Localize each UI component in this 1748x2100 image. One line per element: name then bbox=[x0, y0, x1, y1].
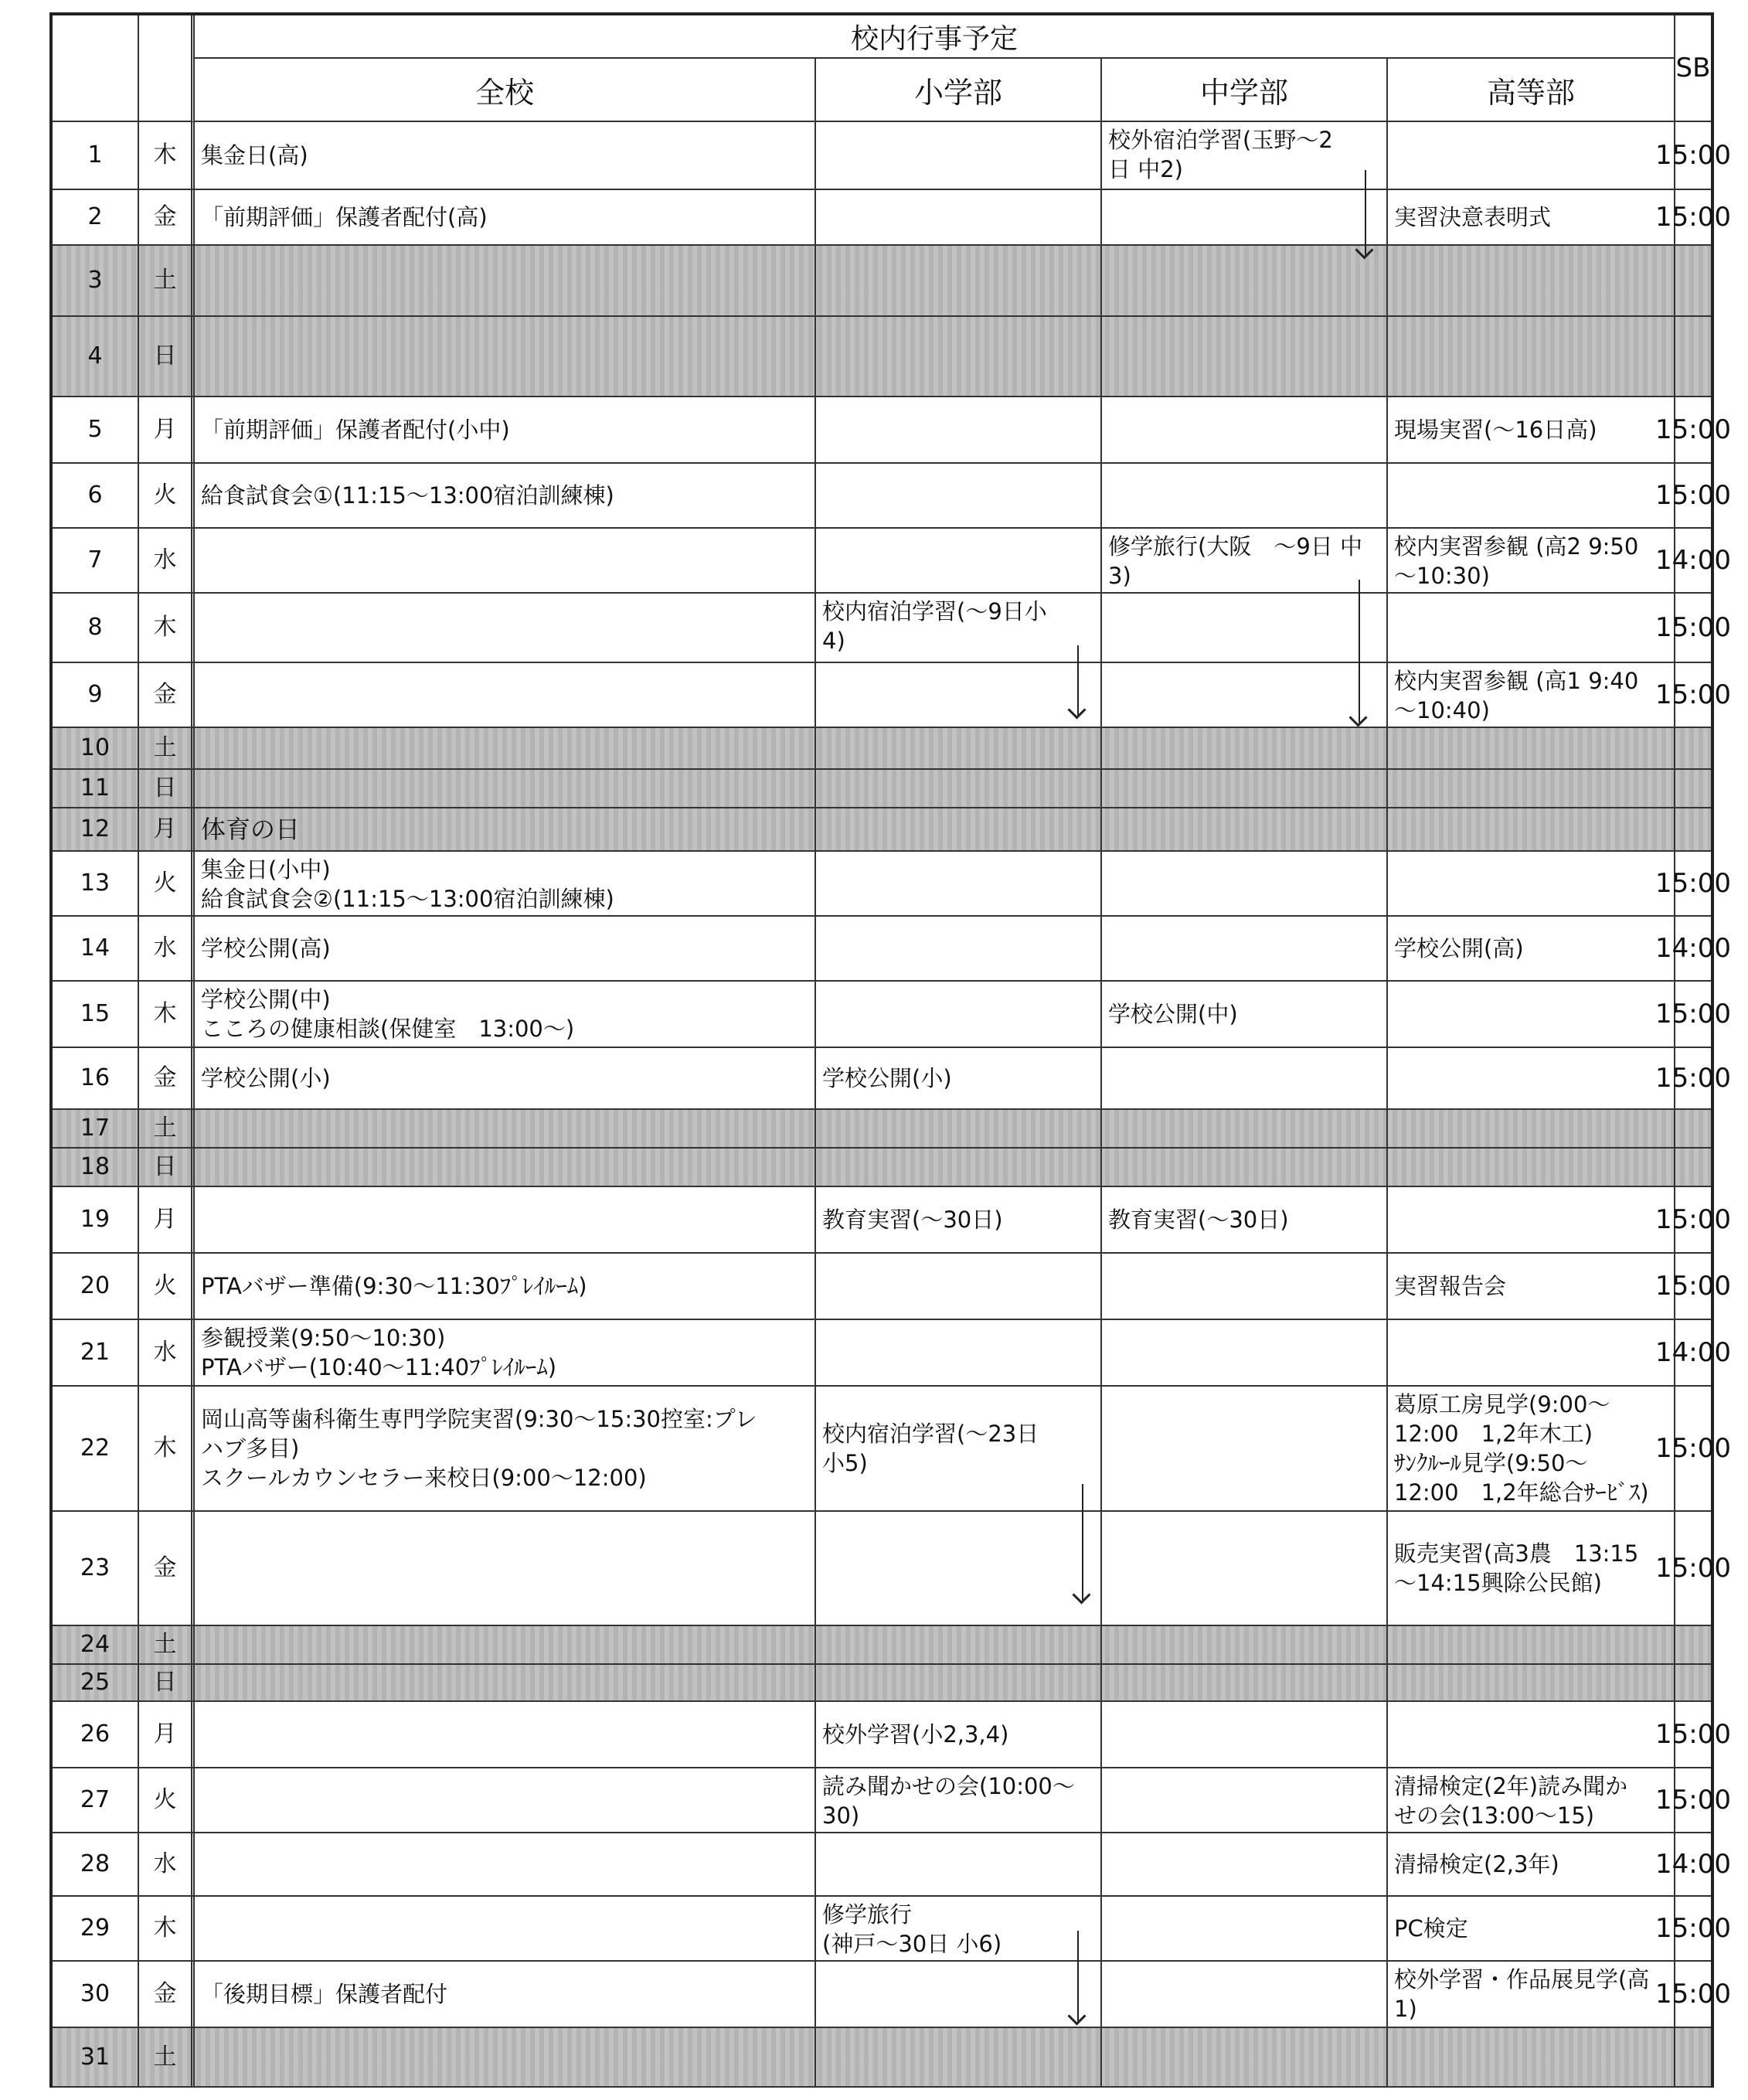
sb-time: 15:00 bbox=[1655, 1785, 1731, 1816]
sb-time: 15:00 bbox=[1655, 480, 1731, 511]
continuation-arrow-icon bbox=[1077, 1931, 1079, 2021]
weekday: 木 bbox=[139, 122, 195, 189]
event-all-school: 学校公開(小) bbox=[195, 1048, 816, 1108]
event-all-school bbox=[195, 728, 816, 768]
event-all-school bbox=[195, 770, 816, 807]
event-elementary bbox=[816, 464, 1102, 527]
event-high-school: 学校公開(高) bbox=[1388, 917, 1675, 980]
event-high-school: 実習報告会 bbox=[1388, 1254, 1675, 1319]
event-high-school bbox=[1388, 982, 1675, 1047]
day-number: 21 bbox=[53, 1320, 139, 1385]
weekday: 金 bbox=[139, 1512, 195, 1625]
table-row bbox=[53, 246, 1711, 317]
sb-time: 15:00 bbox=[1655, 1433, 1731, 1464]
sb-time: 15:00 bbox=[1655, 1271, 1731, 1302]
weekday: 土 bbox=[139, 2028, 195, 2086]
table-row bbox=[53, 1254, 1731, 1320]
table-row bbox=[53, 663, 1731, 728]
day-number: 10 bbox=[53, 728, 139, 768]
table-row bbox=[53, 1387, 1731, 1512]
event-all-school bbox=[195, 1897, 816, 1960]
schedule-title: 校内行事予定 bbox=[195, 15, 1675, 59]
weekday: 水 bbox=[139, 917, 195, 980]
day-number: 2 bbox=[53, 190, 139, 244]
sb-time: 15:00 bbox=[1655, 679, 1731, 710]
table-row bbox=[53, 1149, 1711, 1187]
sb-time: 15:00 bbox=[1655, 202, 1731, 233]
event-elementary bbox=[816, 917, 1102, 980]
day-number: 7 bbox=[53, 529, 139, 592]
table-row bbox=[53, 1702, 1731, 1768]
table-row bbox=[53, 397, 1731, 464]
event-all-school bbox=[195, 1833, 816, 1895]
event-junior-high: 教育実習(～30日) bbox=[1102, 1187, 1388, 1252]
event-all-school bbox=[195, 529, 816, 592]
event-all-school bbox=[195, 1512, 816, 1625]
event-junior-high bbox=[1102, 770, 1388, 807]
table-row bbox=[53, 1962, 1731, 2028]
day-number: 1 bbox=[53, 122, 139, 189]
event-junior-high bbox=[1102, 1512, 1388, 1625]
header-blank-cell bbox=[53, 15, 139, 122]
weekday: 火 bbox=[139, 1768, 195, 1832]
event-all-school bbox=[195, 246, 816, 315]
event-junior-high bbox=[1102, 397, 1388, 462]
event-elementary bbox=[816, 529, 1102, 592]
column-header-elementary: 小学部 bbox=[816, 59, 1102, 122]
table-row bbox=[53, 122, 1731, 190]
day-number: 19 bbox=[53, 1187, 139, 1252]
day-number: 13 bbox=[53, 852, 139, 915]
event-junior-high bbox=[1102, 917, 1388, 980]
event-junior-high: 校外宿泊学習(玉野～2 日 中2) bbox=[1102, 122, 1388, 189]
event-elementary: 校外学習(小2,3,4) bbox=[816, 1702, 1102, 1767]
day-number: 16 bbox=[53, 1048, 139, 1108]
day-number: 5 bbox=[53, 397, 139, 462]
column-header-all: 全校 bbox=[195, 59, 816, 122]
sb-time: 15:00 bbox=[1655, 999, 1731, 1030]
event-high-school bbox=[1388, 770, 1675, 807]
event-all-school: 学校公開(高) bbox=[195, 917, 816, 980]
event-elementary bbox=[816, 1320, 1102, 1385]
event-junior-high bbox=[1102, 852, 1388, 915]
event-elementary bbox=[816, 1512, 1102, 1625]
weekday: 日 bbox=[139, 317, 195, 396]
sb-time: 14:00 bbox=[1655, 1849, 1731, 1880]
day-number: 14 bbox=[53, 917, 139, 980]
table-row bbox=[53, 190, 1731, 246]
event-elementary bbox=[816, 1833, 1102, 1895]
sb-time bbox=[1675, 1149, 1711, 1186]
event-high-school: 葛原工房見学(9:00～ 12:00 1,2年木工) ｻﾝｸﾙｰﾙ見学(9:50～ 12:00 1,2年総合ｻｰﾋﾞｽ) bbox=[1388, 1387, 1675, 1510]
event-high-school: 現場実習(～16日高) bbox=[1388, 397, 1675, 462]
weekday: 土 bbox=[139, 1110, 195, 1147]
table-row bbox=[53, 529, 1731, 594]
event-high-school: 校内実習参観 (高2 9:50 ～10:30) bbox=[1388, 529, 1675, 592]
event-high-school bbox=[1388, 594, 1675, 662]
event-all-school bbox=[195, 1187, 816, 1252]
day-number: 17 bbox=[53, 1110, 139, 1147]
event-high-school bbox=[1388, 1665, 1675, 1700]
table-row bbox=[53, 1665, 1711, 1702]
event-elementary bbox=[816, 122, 1102, 189]
event-elementary bbox=[816, 982, 1102, 1047]
table-row bbox=[53, 1768, 1731, 1833]
weekday: 水 bbox=[139, 1833, 195, 1895]
event-elementary bbox=[816, 808, 1102, 850]
table-row bbox=[53, 1833, 1731, 1897]
event-all-school bbox=[195, 1149, 816, 1186]
event-junior-high bbox=[1102, 317, 1388, 396]
day-number: 4 bbox=[53, 317, 139, 396]
event-all-school: 集金日(高) bbox=[195, 122, 816, 189]
event-junior-high bbox=[1102, 663, 1388, 727]
day-number: 18 bbox=[53, 1149, 139, 1186]
event-high-school bbox=[1388, 1149, 1675, 1186]
event-junior-high bbox=[1102, 1768, 1388, 1832]
event-junior-high bbox=[1102, 1962, 1388, 2027]
table-row bbox=[53, 1110, 1711, 1149]
sb-time bbox=[1675, 246, 1711, 315]
event-elementary bbox=[816, 2028, 1102, 2086]
table-row bbox=[53, 1897, 1731, 1962]
event-all-school bbox=[195, 1110, 816, 1147]
sb-time bbox=[1675, 317, 1711, 396]
column-header-sb: SB bbox=[1675, 15, 1711, 122]
table-row bbox=[53, 1626, 1711, 1665]
column-header-junior-high: 中学部 bbox=[1102, 59, 1388, 122]
event-high-school bbox=[1388, 1626, 1675, 1663]
day-number: 23 bbox=[53, 1512, 139, 1625]
weekday: 木 bbox=[139, 982, 195, 1047]
event-all-school: PTAバザー準備(9:30～11:30ﾌﾟﾚｲﾙｰﾑ) bbox=[195, 1254, 816, 1319]
event-junior-high bbox=[1102, 1626, 1388, 1663]
sb-time bbox=[1675, 1110, 1711, 1147]
sb-time: 15:00 bbox=[1655, 1913, 1731, 1944]
sb-time: 15:00 bbox=[1655, 612, 1731, 643]
event-junior-high bbox=[1102, 1320, 1388, 1385]
sb-time bbox=[1675, 770, 1711, 807]
event-all-school: 学校公開(中) こころの健康相談(保健室 13:00～) bbox=[195, 982, 816, 1047]
event-elementary bbox=[816, 1254, 1102, 1319]
weekday: 水 bbox=[139, 1320, 195, 1385]
sb-time bbox=[1675, 808, 1711, 850]
table-row bbox=[53, 917, 1731, 982]
sb-time: 15:00 bbox=[1655, 1553, 1731, 1584]
weekday: 火 bbox=[139, 852, 195, 915]
schedule-table bbox=[49, 12, 1731, 2088]
event-high-school: 清掃検定(2年)読み聞か せの会(13:00～15) bbox=[1388, 1768, 1675, 1832]
column-header-high-school: 高等部 bbox=[1388, 59, 1675, 122]
event-high-school bbox=[1388, 1110, 1675, 1147]
day-number: 6 bbox=[53, 464, 139, 527]
table-row bbox=[53, 2028, 1711, 2088]
event-high-school bbox=[1388, 808, 1675, 850]
continuation-arrow-icon bbox=[1082, 1484, 1083, 1600]
event-high-school bbox=[1388, 317, 1675, 396]
event-all-school: 「後期目標」保護者配付 bbox=[195, 1962, 816, 2027]
table-row bbox=[53, 1187, 1731, 1254]
day-number: 29 bbox=[53, 1897, 139, 1960]
sb-time: 15:00 bbox=[1655, 1979, 1731, 2010]
event-junior-high bbox=[1102, 246, 1388, 315]
event-junior-high bbox=[1102, 1254, 1388, 1319]
weekday: 日 bbox=[139, 1149, 195, 1186]
event-all-school: 集金日(小中) 給食試食会②(11:15～13:00宿泊訓練棟) bbox=[195, 852, 816, 915]
table-row bbox=[53, 808, 1711, 852]
day-number: 8 bbox=[53, 594, 139, 662]
event-high-school bbox=[1388, 122, 1675, 189]
event-junior-high bbox=[1102, 1702, 1388, 1767]
table-row bbox=[53, 594, 1731, 663]
event-high-school bbox=[1388, 2028, 1675, 2086]
table-row bbox=[53, 317, 1711, 397]
event-elementary bbox=[816, 1110, 1102, 1147]
weekday: 火 bbox=[139, 1254, 195, 1319]
event-high-school bbox=[1388, 728, 1675, 768]
event-elementary bbox=[816, 317, 1102, 396]
event-high-school: PC検定 bbox=[1388, 1897, 1675, 1960]
header-blank-cell bbox=[139, 15, 195, 122]
event-junior-high bbox=[1102, 190, 1388, 244]
event-high-school bbox=[1388, 464, 1675, 527]
weekday: 金 bbox=[139, 190, 195, 244]
sb-time: 14:00 bbox=[1655, 933, 1731, 964]
event-high-school: 校外学習・作品展見学(高 1) bbox=[1388, 1962, 1675, 2027]
table-row bbox=[53, 1048, 1731, 1110]
event-all-school bbox=[195, 663, 816, 727]
sb-time bbox=[1675, 1665, 1711, 1700]
event-elementary: 読み聞かせの会(10:00～ 30) bbox=[816, 1768, 1102, 1832]
day-number: 26 bbox=[53, 1702, 139, 1767]
event-high-school bbox=[1388, 246, 1675, 315]
event-high-school: 販売実習(高3農 13:15 ～14:15興除公民館) bbox=[1388, 1512, 1675, 1625]
weekday: 水 bbox=[139, 529, 195, 592]
day-number: 31 bbox=[53, 2028, 139, 2086]
event-elementary bbox=[816, 1149, 1102, 1186]
event-high-school bbox=[1388, 1187, 1675, 1252]
event-elementary bbox=[816, 728, 1102, 768]
weekday: 月 bbox=[139, 397, 195, 462]
event-elementary bbox=[816, 770, 1102, 807]
event-elementary bbox=[816, 190, 1102, 244]
event-elementary: 教育実習(～30日) bbox=[816, 1187, 1102, 1252]
event-elementary: 学校公開(小) bbox=[816, 1048, 1102, 1108]
event-all-school bbox=[195, 594, 816, 662]
event-high-school: 実習決意表明式 bbox=[1388, 190, 1675, 244]
event-elementary bbox=[816, 246, 1102, 315]
day-number: 27 bbox=[53, 1768, 139, 1832]
weekday: 月 bbox=[139, 808, 195, 850]
day-number: 30 bbox=[53, 1962, 139, 2027]
event-junior-high bbox=[1102, 808, 1388, 850]
table-row bbox=[53, 982, 1731, 1048]
sb-time: 15:00 bbox=[1655, 868, 1731, 899]
sb-time bbox=[1675, 2028, 1711, 2086]
event-elementary bbox=[816, 1626, 1102, 1663]
sb-time: 15:00 bbox=[1655, 140, 1731, 171]
event-junior-high bbox=[1102, 594, 1388, 662]
sb-time: 14:00 bbox=[1655, 545, 1731, 576]
event-junior-high bbox=[1102, 1833, 1388, 1895]
sb-time: 15:00 bbox=[1655, 1063, 1731, 1094]
table-row bbox=[53, 728, 1711, 770]
day-number: 25 bbox=[53, 1665, 139, 1700]
event-elementary bbox=[816, 852, 1102, 915]
weekday: 金 bbox=[139, 1048, 195, 1108]
event-junior-high bbox=[1102, 728, 1388, 768]
event-all-school bbox=[195, 1768, 816, 1832]
table-row bbox=[53, 464, 1731, 529]
sb-time: 15:00 bbox=[1655, 1719, 1731, 1750]
event-all-school bbox=[195, 317, 816, 396]
event-elementary: 修学旅行 (神戸～30日 小6) bbox=[816, 1897, 1102, 1960]
event-all-school: 体育の日 bbox=[195, 808, 816, 850]
event-all-school bbox=[195, 2028, 816, 2086]
event-junior-high bbox=[1102, 1897, 1388, 1960]
weekday: 木 bbox=[139, 1897, 195, 1960]
event-high-school bbox=[1388, 1320, 1675, 1385]
event-elementary: 校内宿泊学習(～9日小 4) bbox=[816, 594, 1102, 662]
event-elementary bbox=[816, 1665, 1102, 1700]
event-all-school: 「前期評価」保護者配付(高) bbox=[195, 190, 816, 244]
sb-time: 15:00 bbox=[1655, 1204, 1731, 1235]
event-high-school: 清掃検定(2,3年) bbox=[1388, 1833, 1675, 1895]
event-high-school bbox=[1388, 852, 1675, 915]
weekday: 土 bbox=[139, 728, 195, 768]
weekday: 日 bbox=[139, 770, 195, 807]
event-junior-high bbox=[1102, 1048, 1388, 1108]
event-junior-high bbox=[1102, 2028, 1388, 2086]
event-all-school bbox=[195, 1626, 816, 1663]
event-elementary bbox=[816, 397, 1102, 462]
sb-time bbox=[1675, 728, 1711, 768]
table-row bbox=[53, 852, 1731, 917]
weekday: 金 bbox=[139, 663, 195, 727]
day-number: 22 bbox=[53, 1387, 139, 1510]
day-number: 15 bbox=[53, 982, 139, 1047]
table-row bbox=[53, 1320, 1731, 1387]
sb-time: 14:00 bbox=[1655, 1337, 1731, 1368]
event-junior-high bbox=[1102, 1387, 1388, 1510]
event-all-school bbox=[195, 1702, 816, 1767]
event-junior-high bbox=[1102, 464, 1388, 527]
table-row bbox=[53, 770, 1711, 808]
event-junior-high bbox=[1102, 1110, 1388, 1147]
event-elementary bbox=[816, 663, 1102, 727]
weekday: 木 bbox=[139, 1387, 195, 1510]
table-row bbox=[53, 1512, 1731, 1626]
event-junior-high bbox=[1102, 1665, 1388, 1700]
event-elementary bbox=[816, 1962, 1102, 2027]
event-all-school: 参観授業(9:50～10:30) PTAバザー(10:40～11:40ﾌﾟﾚｲﾙｰﾑ) bbox=[195, 1320, 816, 1385]
continuation-arrow-icon bbox=[1077, 645, 1079, 715]
event-junior-high: 学校公開(中) bbox=[1102, 982, 1388, 1047]
event-high-school bbox=[1388, 1048, 1675, 1108]
sb-time: 15:00 bbox=[1655, 414, 1731, 445]
day-number: 20 bbox=[53, 1254, 139, 1319]
day-number: 3 bbox=[53, 246, 139, 315]
day-number: 12 bbox=[53, 808, 139, 850]
event-all-school: 岡山高等歯科衛生専門学院実習(9:30～15:30控室:プレ ハブ多目) スクールカウンセラー来校日(9:00～12:00) bbox=[195, 1387, 816, 1510]
continuation-arrow-icon bbox=[1359, 580, 1360, 723]
weekday: 月 bbox=[139, 1702, 195, 1767]
event-high-school: 校内実習参観 (高1 9:40 ～10:40) bbox=[1388, 663, 1675, 727]
event-all-school: 「前期評価」保護者配付(小中) bbox=[195, 397, 816, 462]
event-all-school bbox=[195, 1665, 816, 1700]
weekday: 土 bbox=[139, 1626, 195, 1663]
event-junior-high: 修学旅行(大阪 ～9日 中 3) bbox=[1102, 529, 1388, 592]
weekday: 金 bbox=[139, 1962, 195, 2027]
continuation-arrow-icon bbox=[1365, 170, 1366, 255]
event-high-school bbox=[1388, 1702, 1675, 1767]
event-elementary: 校内宿泊学習(～23日 小5) bbox=[816, 1387, 1102, 1510]
sb-time bbox=[1675, 1626, 1711, 1663]
day-number: 11 bbox=[53, 770, 139, 807]
weekday: 火 bbox=[139, 464, 195, 527]
day-number: 24 bbox=[53, 1626, 139, 1663]
day-number: 9 bbox=[53, 663, 139, 727]
weekday: 日 bbox=[139, 1665, 195, 1700]
event-junior-high bbox=[1102, 1149, 1388, 1186]
event-all-school: 給食試食会①(11:15～13:00宿泊訓練棟) bbox=[195, 464, 816, 527]
weekday: 木 bbox=[139, 594, 195, 662]
weekday: 土 bbox=[139, 246, 195, 315]
day-number: 28 bbox=[53, 1833, 139, 1895]
weekday: 月 bbox=[139, 1187, 195, 1252]
